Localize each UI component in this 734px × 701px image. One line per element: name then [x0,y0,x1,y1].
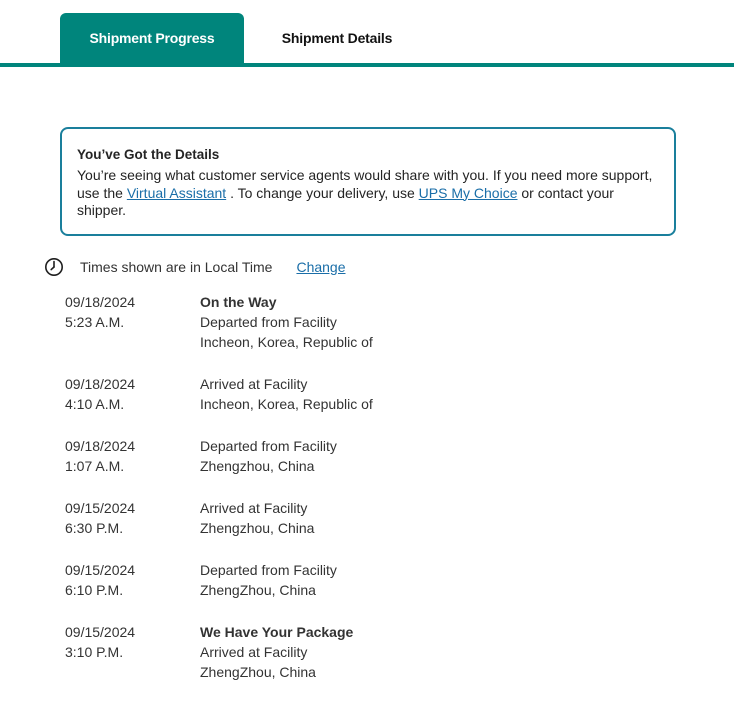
event-description [200,292,373,352]
event-time: 1:07 A.M. [65,458,125,474]
virtual-assistant-link[interactable]: Virtual Assistant [126,184,227,201]
event-status: Arrived at Facility [200,644,308,660]
event-description [200,436,337,476]
shipment-event [65,436,665,476]
event-time: 5:23 A.M. [65,314,125,330]
event-milestone: On the Way [200,294,277,310]
event-description [200,498,314,538]
event-description [200,374,373,414]
event-datetime [65,498,200,538]
info-text-3: or contact your shipper. [77,184,614,218]
event-date: 09/18/2024 [65,376,136,392]
event-date: 09/18/2024 [65,438,136,454]
event-time: 4:10 A.M. [65,396,125,412]
event-status: Departed from Facility [200,314,337,330]
event-location: Zhengzhou, China [200,458,315,474]
details-info-box [60,127,676,236]
clock-icon [44,257,64,277]
event-status: Arrived at Facility [200,376,308,392]
shipment-events-list [65,292,665,682]
info-text-2: . To change your delivery, use [226,184,419,201]
event-date: 09/18/2024 [65,294,136,310]
tab-underline [0,63,734,67]
info-text-1: You’re seeing what customer service agents would share with you. If you need more support, use the [77,167,653,201]
tab-bar [0,0,734,68]
event-datetime [65,622,200,682]
event-location: Incheon, Korea, Republic of [200,396,373,412]
ups-my-choice-link[interactable]: UPS My Choice [418,184,518,201]
event-status: Arrived at Facility [200,500,308,516]
event-date: 09/15/2024 [65,624,136,640]
shipment-event [65,374,665,414]
event-description [200,560,337,600]
event-status: Departed from Facility [200,562,337,578]
event-status: Departed from Facility [200,438,337,454]
change-timezone-link[interactable]: Change [296,259,346,275]
event-datetime [65,436,200,476]
shipment-event [65,560,665,600]
event-time: 6:10 P.M. [65,582,124,598]
shipment-event [65,622,665,682]
event-datetime [65,560,200,600]
event-milestone: We Have Your Package [200,624,354,640]
event-time: 6:30 P.M. [65,520,124,536]
local-time-row [44,255,346,279]
event-description [200,622,353,682]
event-location: ZhengZhou, China [200,664,316,680]
tab-shipment-progress[interactable]: Shipment Progress [60,13,244,63]
event-datetime [65,374,200,414]
info-title: You’ve Got the Details [77,147,220,162]
event-time: 3:10 P.M. [65,644,124,660]
shipment-event [65,292,665,352]
local-time-label: Times shown are in Local Time [80,259,273,275]
event-location: ZhengZhou, China [200,582,316,598]
tab-shipment-details[interactable]: Shipment Details [281,30,393,46]
event-datetime [65,292,200,352]
event-date: 09/15/2024 [65,562,136,578]
event-date: 09/15/2024 [65,500,136,516]
info-body [77,167,659,220]
event-location: Incheon, Korea, Republic of [200,334,373,350]
event-location: Zhengzhou, China [200,520,315,536]
shipment-event [65,498,665,538]
